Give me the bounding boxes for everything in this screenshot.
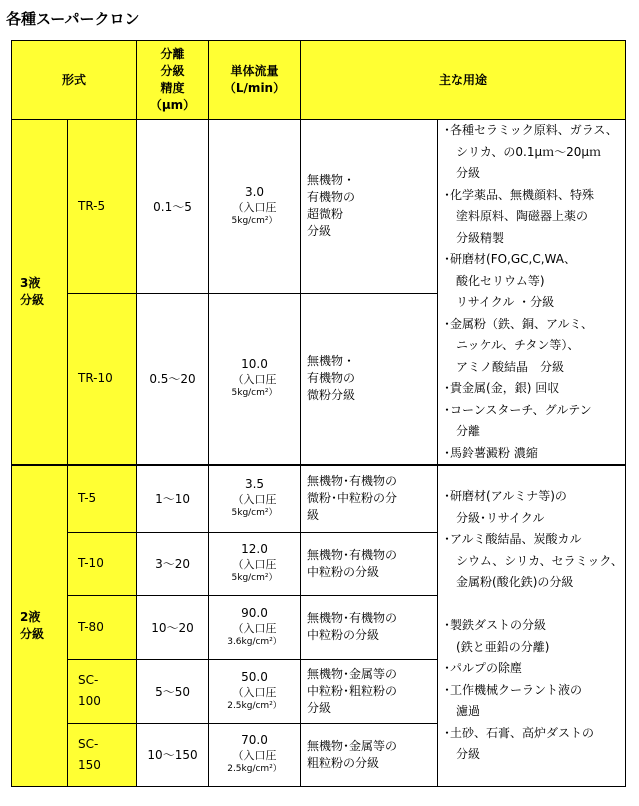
model-line: SC-	[78, 736, 99, 751]
supercron-spec-table	[11, 40, 626, 787]
model-cell	[68, 723, 137, 786]
pressure-value: 3.6kg/cm²）	[227, 636, 282, 647]
material-line: 無機物･金属等の	[307, 738, 398, 753]
pressure-value: 5kg/cm²）	[231, 573, 278, 583]
material-line: 中粒粉の分級	[307, 628, 380, 642]
flow-value: 70.0	[241, 733, 268, 747]
header-uses: 主な用途	[301, 41, 626, 120]
header-row	[12, 41, 626, 120]
material-line: 分級	[307, 224, 332, 239]
material-cell	[301, 659, 438, 723]
material-line: 中粒粉の分級	[307, 564, 380, 579]
use-item: 塗料原料、陶磁器上薬の	[444, 209, 589, 223]
model-line: T-80	[78, 619, 104, 634]
precision-cell: 0.1～5	[137, 120, 209, 294]
material-line: 有機物の	[307, 190, 356, 205]
material-line: 無機物･有機物の	[307, 474, 398, 489]
use-item	[444, 594, 625, 616]
table-row	[12, 465, 626, 532]
group-name-line: 分級	[20, 626, 45, 641]
model-cell	[68, 465, 137, 532]
use-item: リサイクル ・分級	[444, 295, 555, 309]
material-cell	[301, 120, 438, 294]
model-line: 100	[78, 694, 101, 708]
flow-cell	[209, 465, 301, 532]
material-line: 無機物･有機物の	[307, 547, 398, 562]
pressure-value: 5kg/cm²）	[231, 508, 278, 519]
header-type: 形式	[12, 41, 137, 120]
material-line: 無機物･有機物の	[307, 611, 398, 625]
use-item: 分級･リサイクル	[444, 510, 545, 525]
flow-value: 3.0	[244, 184, 265, 199]
group-name-line: 3液	[20, 276, 41, 290]
use-item: 金属粉(酸化鉄)の分級	[444, 575, 574, 589]
pressure-label: （入口圧	[232, 200, 277, 214]
use-item: ･化学薬品、無機顔料、特殊	[444, 187, 595, 202]
flow-cell	[209, 659, 301, 723]
use-item: ･研磨材(アルミナ等)の	[444, 489, 567, 503]
model-cell	[68, 120, 137, 294]
table-row	[12, 120, 626, 294]
flow-cell	[209, 723, 301, 786]
use-item: ･製鉄ダストの分級	[444, 618, 547, 632]
pressure-value: 2.5kg/cm²）	[227, 700, 282, 711]
flow-value: 50.0	[241, 669, 268, 684]
page-title: 各種スーパークロン	[6, 10, 140, 28]
use-item: ･各種セラミック原料、ガラス、	[444, 123, 618, 137]
use-item: ･アルミ酸結晶、炭酸カル	[444, 532, 582, 546]
uses-cell	[438, 465, 626, 786]
model-line: TR-10	[78, 371, 113, 386]
use-item: ･パルプの除塵	[444, 661, 523, 675]
precision-cell: 5～50	[137, 659, 209, 723]
use-item: 濾過	[444, 704, 481, 718]
material-line: 粗粒粉の分級	[307, 755, 380, 770]
use-item: 分級	[444, 166, 481, 180]
use-item: ･コーンスターチ、グルテン	[444, 402, 592, 417]
group-name-line: 分級	[20, 293, 45, 307]
flow-value: 3.5	[244, 477, 265, 492]
use-item: シウム、シリカ、セラミック、	[444, 553, 623, 568]
group-name-line: 2液	[20, 609, 41, 624]
model-line: TR-5	[78, 198, 106, 213]
use-item: ニッケル、チタン等）、	[444, 338, 580, 352]
material-line: 級	[307, 508, 320, 523]
pressure-label: （入口圧	[232, 749, 277, 762]
material-line: 中粒粉･粗粒粉の	[307, 683, 398, 698]
pressure-label: （入口圧	[232, 493, 277, 507]
pressure-label: （入口圧	[232, 558, 277, 571]
use-item: アミノ酸結晶 分級	[444, 359, 565, 374]
pressure-value: 5kg/cm²）	[231, 215, 278, 226]
precision-cell: 10～20	[137, 595, 209, 659]
model-cell	[68, 659, 137, 723]
use-item: ･土砂、石膏、高炉ダストの	[444, 725, 595, 740]
model-line: 150	[78, 757, 101, 772]
use-item: ･貴金属(金，銀) 回収	[444, 381, 560, 395]
flow-value: 90.0	[241, 605, 268, 620]
use-item: 分級	[444, 747, 481, 761]
material-line: 微粉･中粒粉の分	[307, 491, 398, 506]
precision-cell: 10～150	[137, 723, 209, 786]
pressure-label: （入口圧	[232, 621, 277, 635]
use-item: シリカ、の0.1μｍ～20μｍ	[444, 144, 602, 159]
use-item: ･馬鈴薯澱粉 濃縮	[444, 445, 538, 460]
group-name	[12, 465, 68, 786]
pressure-label: （入口圧	[232, 685, 277, 699]
material-line: 無機物･金属等の	[307, 666, 398, 681]
precision-cell: 3～20	[137, 532, 209, 595]
use-item: 分離	[444, 424, 481, 438]
use-item: ･研磨材(FO,GC,C,WA、	[444, 252, 576, 266]
material-line: 超微粉	[307, 207, 344, 222]
use-item: (鉄と亜鉛の分離)	[444, 639, 550, 654]
uses-cell	[438, 120, 626, 466]
use-item: 酸化セリウム等)	[444, 273, 545, 288]
material-cell	[301, 293, 438, 465]
use-item: ･金属粉（鉄、銅、アルミ、	[444, 316, 594, 331]
header-flow: 単体流量 （L/min）	[209, 41, 301, 120]
model-line: T-10	[78, 556, 104, 570]
model-cell	[68, 532, 137, 595]
pressure-label: （入口圧	[232, 373, 277, 387]
model-line: T-5	[78, 491, 97, 506]
group-name	[12, 120, 68, 466]
material-cell	[301, 465, 438, 532]
use-item: ･工作機械クーラント液の	[444, 682, 583, 697]
pressure-value: 5kg/cm²）	[231, 388, 278, 399]
material-cell	[301, 723, 438, 786]
model-cell	[68, 595, 137, 659]
precision-cell: 1～10	[137, 465, 209, 532]
model-line: SC-	[78, 673, 99, 687]
flow-cell	[209, 120, 301, 294]
material-line: 無機物・	[307, 173, 356, 188]
material-line: 微粉分級	[307, 388, 356, 403]
material-line: 分級	[307, 700, 332, 715]
material-line: 無機物・	[307, 354, 356, 369]
header-precision: 分離 分級 精度 （μm）	[137, 41, 209, 120]
flow-cell	[209, 293, 301, 465]
model-cell	[68, 293, 137, 465]
material-cell	[301, 532, 438, 595]
material-line: 有機物の	[307, 371, 356, 386]
flow-value: 10.0	[241, 357, 268, 372]
flow-cell	[209, 595, 301, 659]
pressure-value: 2.5kg/cm²）	[227, 764, 282, 774]
use-item: 分級精製	[444, 230, 505, 245]
flow-value: 12.0	[241, 542, 268, 556]
flow-cell	[209, 532, 301, 595]
precision-cell: 0.5～20	[137, 293, 209, 465]
material-cell	[301, 595, 438, 659]
